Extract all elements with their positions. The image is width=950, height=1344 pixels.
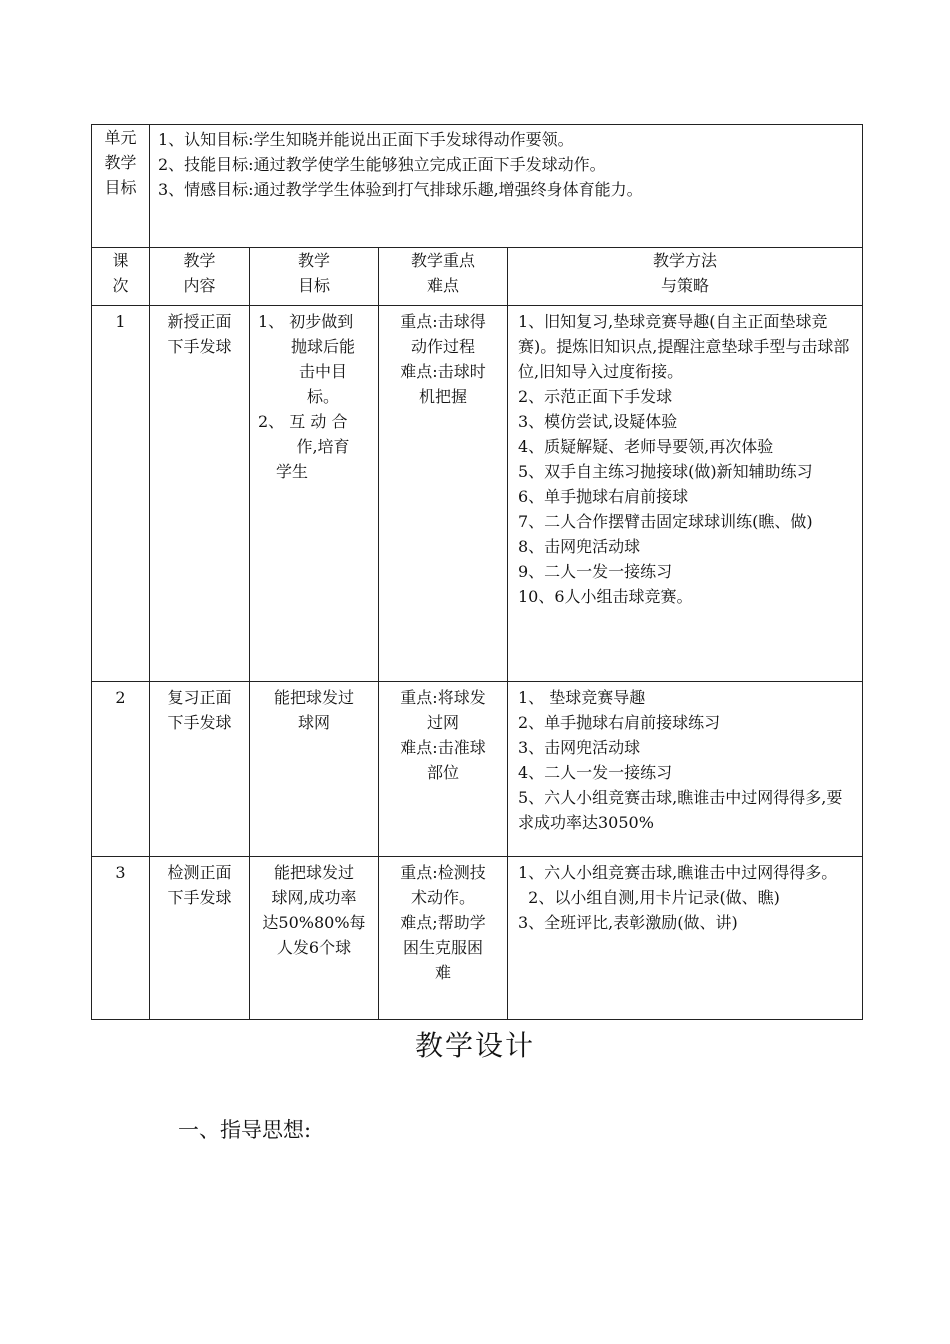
lesson-content-cell [150,857,250,1020]
method-step: 9、二人一发一接练习 [518,562,673,581]
content-line: 下手发球 [167,713,232,732]
lesson-key-points-cell [379,682,508,857]
unit-label-line: 目标 [104,178,137,197]
header-text: 教学方法 [653,251,718,270]
key-line: 难点:击准球 [400,738,486,757]
lesson-number: 2 [92,682,150,857]
method-step: 5、六人小组竞赛击球,瞧谁击中过网得得多,要求成功率达3050% [518,788,843,832]
lesson-row-3 [92,857,863,1020]
method-step: 1、 垫球竞赛导趣 [518,688,646,707]
lesson-content-cell [150,682,250,857]
key-line: 重点:击球得 [400,312,486,331]
content-line: 下手发球 [167,337,232,356]
goal-line: 抛球后能 [290,337,355,356]
unit-label-line: 教学 [104,153,137,172]
goal-line: 球网,成功率 [271,888,357,907]
unit-objectives-cell [150,125,863,248]
header-method [508,248,863,306]
section-heading: 一、指导思想: [178,1118,312,1142]
key-line: 动作过程 [410,337,475,356]
header-text: 内容 [183,276,216,295]
header-text: 与策略 [661,276,710,295]
cognitive-objective: 1、认知目标:学生知晓并能说出正面下手发球得动作要领。 [158,130,574,149]
goal-line: 作,培育 [296,437,350,456]
goal-line: 2、 互 动 合 [258,412,348,431]
header-text: 教学 [183,251,216,270]
method-step: 2、以小组自测,用卡片记录(做、瞧) [518,888,780,907]
unit-objectives-row [92,125,863,248]
key-line: 困生克服困 [402,938,483,957]
key-line: 重点:检测技 [400,863,486,882]
goal-line: 标。 [306,387,339,406]
header-lesson [92,248,150,306]
key-line: 机把握 [418,387,467,406]
content-line: 下手发球 [167,888,232,907]
content-line: 检测正面 [167,863,232,882]
key-line: 部位 [426,763,459,782]
lesson-goal-cell [250,857,379,1020]
goal-line: 击中目 [298,362,347,381]
lesson-method-cell [508,306,863,682]
method-step: 2、单手抛球右肩前接球练习 [518,713,721,732]
header-content [150,248,250,306]
key-line: 难点:击球时 [400,362,486,381]
method-step: 6、单手抛球右肩前接球 [518,487,689,506]
method-step: 2、示范正面下手发球 [518,387,673,406]
method-step: 3、全班评比,表彰激励(做、讲) [518,913,738,932]
content-line: 新授正面 [167,312,232,331]
method-step: 10、6人小组击球竞赛。 [518,587,693,606]
key-line: 难 [434,963,451,982]
lesson-content-cell [150,306,250,682]
method-step: 3、击网兜活动球 [518,738,641,757]
method-step: 1、旧知复习,垫球竞赛导趣(自主正面垫球竞赛)。提炼旧知识点,提醒注意垫球手型与击球部位,旧知导入过度衔接。 [518,312,850,381]
header-key-points [379,248,508,306]
goal-line: 1、 初步做到 [258,312,354,331]
goal-line: 学生 [276,462,309,481]
header-row [92,248,863,306]
method-step: 7、二人合作摆臂击固定球球训练(瞧、做) [518,512,813,531]
goal-line: 人发6个球 [276,938,352,957]
header-text: 难点 [426,276,459,295]
key-line: 过网 [426,713,459,732]
header-text: 次 [112,276,129,295]
lesson-method-cell [508,857,863,1020]
lesson-key-points-cell [379,306,508,682]
goal-line: 达50%80%每 [262,913,366,932]
key-line: 难点;帮助学 [400,913,486,932]
unit-label-cell [92,125,150,248]
lesson-goal-cell [250,682,379,857]
lesson-method-cell [508,682,863,857]
header-text: 教学重点 [410,251,475,270]
goal-line: 能把球发过 [273,688,354,707]
method-step: 4、二人一发一接练习 [518,763,673,782]
lesson-row-1 [92,306,863,682]
unit-label-line: 单元 [104,128,137,147]
affective-objective: 3、情感目标:通过教学学生体验到打气排球乐趣,增强终身体育能力。 [158,180,643,199]
goal-line: 球网 [297,713,330,732]
lesson-row-2 [92,682,863,857]
lesson-key-points-cell [379,857,508,1020]
skill-objective: 2、技能目标:通过教学使学生能够独立完成正面下手发球动作。 [158,155,606,174]
key-line: 术动作。 [410,888,475,907]
lesson-goal-cell [250,306,379,682]
method-step: 1、六人小组竞赛击球,瞧谁击中过网得得多。 [518,863,838,882]
goal-line: 能把球发过 [273,863,354,882]
method-step: 5、双手自主练习抛接球(做)新知辅助练习 [518,462,813,481]
method-step: 8、击网兜活动球 [518,537,641,556]
header-goal [250,248,379,306]
content-line: 复习正面 [167,688,232,707]
method-step: 4、质疑解疑、老师导要领,再次体验 [518,437,774,456]
header-text: 目标 [297,276,330,295]
key-line: 重点:将球发 [400,688,486,707]
lesson-number: 1 [92,306,150,682]
document-title: 教学设计 [414,1029,535,1062]
header-text: 课 [112,251,129,270]
lesson-number: 3 [92,857,150,1020]
method-step: 3、模仿尝试,设疑体验 [518,412,678,431]
header-text: 教学 [297,251,330,270]
lesson-plan-table [91,124,863,1020]
